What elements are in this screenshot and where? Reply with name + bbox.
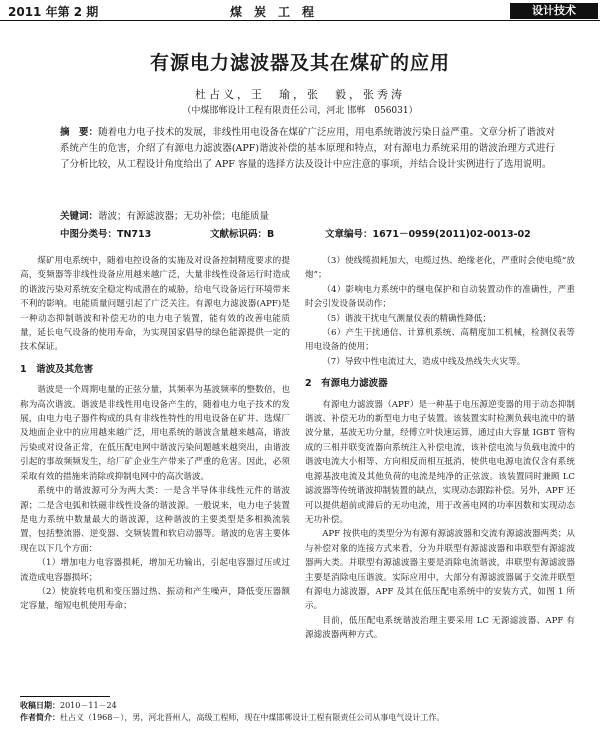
keywords-label: 关键词：	[60, 211, 99, 222]
list-item: （7）导致中性电流过大，造成中线及热线失火灾等。	[322, 356, 526, 367]
author-list: 杜占义，王 瑜，张 毅，张秀涛	[195, 88, 405, 101]
left-column	[20, 254, 290, 614]
keywords-text: 谐波；有源滤波器；无功补偿；电能质量	[98, 211, 270, 222]
keywords	[60, 208, 555, 222]
column-badge: 设计技术	[510, 3, 598, 19]
section-2-heading: 2 有源电力滤波器	[305, 378, 388, 390]
article-title: 有源电力滤波器及其在煤矿的应用	[149, 52, 450, 74]
intro-paragraph: 煤矿用电系统中，随着电控设备的实施及对设备控制精度要求的提高，变频器等非线性设备应用越来越广泛，大量非线性设备运行时造成的谐波污染对系统安全稳定构成潜在的威胁，给电气设备运行环境带来不利的影响。电能质量问题引起了广泛关注。有源电力滤波器(APF)是一种动态抑制谐波和补偿无功的电力电子装置，能有效的改善电能质量，延长电气设备的使用寿命，为实现国家倡导的绿色能源提供一定的技术保证。	[20, 256, 290, 353]
section-1-paragraph: 谐波是一个周期电量的正弦分量，其频率为基波频率的整数倍，也称为高次谐波。谐波是非线性用电设备产生的，随着电力电子技术的发展，由电力电子器件构成的具有非线性特性的用电设备在矿井、选煤厂及地面企业中的应用越来越广泛，用电系统的谐波含量越来越高，谐波污染或对设备正常，在低压配电网中谐波污染问题越来越突出，由谐波引起的事故频频发生，给厂矿企业生产带来了严重的危害。因此，必须采取有效的措施来消除或抑制电网中的高次谐波。	[20, 385, 290, 482]
header-rule	[0, 20, 600, 21]
list-item: （6）产生干扰通信、计算机系统、高精度加工机械，检测仪表等用电设备的使用；	[305, 328, 575, 353]
section-2-paragraph: APF 按供电的类型分为有源有源滤波器和交流有源滤波器两类；从与补偿对象的连接方式来看，分为并联型有源滤波器和串联型有源滤波器两大类。并联型有源滤波器主要是消除电流谐波，串联型有源滤波器主要是消除电压谐波。实际应用中，大部分有源滤波器属于交流并联型有源电力滤波器，APF 及其在低压配电系统中的安装方式，如图 1 所示。	[305, 529, 575, 612]
harm-list-continued	[305, 254, 575, 369]
section-2-paragraph: 有源电力滤波器（APF）是一种基于电压源逆变器的用于动态抑制谐波、补偿无功的新型电力电子装置。该装置实时检测负载电流中的谐波分量，基波无功分量，经傅立叶快速运算，通过由大容量 IGBT 管构成的三相并联变流器向系统注入补偿电流，该补偿电流与负载电流中的谐波电流大小相等、方向相反而相互抵消，使供电电源电流仅含有系统电源基波电流及其他负荷的电流是纯净的正弦波。该装置同时兼顾 LC 滤波器等传统谐波抑制装置的缺点，实现动态跟踪补偿。另外，APF 还可以提供超前或滞后的无功电流，用于改善电网的功率因数和实现动态无功补偿。	[305, 399, 575, 525]
issue-label: 2011 年第 2 期	[8, 5, 99, 19]
running-header	[0, 0, 600, 20]
footnote-rule	[20, 696, 110, 697]
list-item: （1）增加电力电容器损耗，增加无功输出，引起电容器过压或过流造成电容器损坏；	[20, 558, 290, 583]
received-label: 收稿日期：	[20, 701, 60, 710]
received-date: 2010－11－24	[60, 701, 117, 710]
right-column	[305, 254, 575, 643]
list-item: （3）使线缆损耗加大，电缆过热、绝缘老化，严重时会使电缆“放炮”；	[305, 256, 575, 281]
list-item: （5）谐波干扰电气测量仪表的精确性降低；	[322, 313, 491, 324]
footnote	[20, 700, 585, 724]
clc-number: 中图分类号：TN713	[60, 229, 152, 240]
abstract	[60, 125, 555, 173]
author-bio-label: 作者简介：	[20, 713, 60, 722]
section-1-paragraph: 系统中的谐波源可分为两大类：一是含半导体非线性元件的谐波源；二是含电弧和铁磁非线性设备的谐波源。一般说来，电力电子装置是电力系统中数量最大的谐波源，这种谐波的主要类型是多相换流装置，包括整流器、逆变器、交频装置和软启动器等。谐波的危害主要体现在以下几个方面：	[20, 486, 290, 554]
list-item: （2）使旋转电机和变压器过热、振动和产生噪声，降低变压器额定容量，缩短电机使用寿命；	[20, 586, 290, 612]
abstract-label: 摘 要：	[60, 127, 99, 138]
abstract-text: 随着电力电子技术的发展，非线性用电设备在煤矿广泛应用，用电系统谐波污染日益严重。文章分析了谐波对系统产生的危害，介绍了有源电力滤波器(APF)谐波补偿的基本原理和特点，对有源电力系统采用的谐波治理方式进行了分析比较，从工程设计角度给出了 APF 容量的选择方法及设计中应注意的事项，并结合设计实例进行了选用说明。	[60, 127, 555, 170]
section-1-heading: 1 谐波及其危害	[20, 363, 94, 375]
journal-name: 煤炭工程	[230, 5, 327, 19]
list-item: （4）影响电力系统中的继电保护和自动装置动作的准确性，严重时会引发设备误动作；	[305, 284, 575, 310]
author-bio: 杜占义（1968－），男，河北晋州人，高级工程师，现在中煤邯郸设计工程有限责任公司从事电气设计工作。	[60, 713, 445, 722]
article-number: 文章编号：1671－0959(2011)02-0013-02	[325, 229, 531, 240]
doc-code: 文献标识码：B	[210, 229, 275, 240]
section-2-paragraph: 目前，低压配电系统谐波治理主要采用 LC 无源滤波器、APF 有源滤波器两种方式。	[305, 615, 575, 641]
affiliation: （中煤邯郸设计工程有限责任公司，河北 邯郸 056031）	[182, 106, 418, 116]
harm-list	[20, 556, 290, 614]
